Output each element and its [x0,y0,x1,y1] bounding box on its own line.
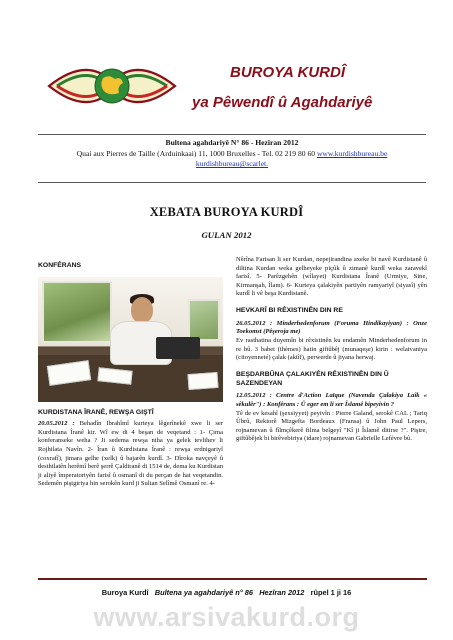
section-cooperation: HEVKARÎ BI RÊXISTINÊN DIN RE [236,306,343,314]
address-line [38,149,426,160]
paragraph-iran [38,420,223,489]
laptop [156,337,200,359]
paper-sheet [187,372,218,390]
section-participation: BEŞDARBÛNA ÇALAKIYÊN RÊXISTINÊN DIN Û SAZENDEYAN [236,370,389,387]
paragraph-continued: Nêrîna Farisan li ser Kurdan, nepejirandina axeke bi navê Kurdistanê û diltina Kurdan weka gelheyeke piçûk û zimanê kurdî weka zaravekî farisî. 5- Parêzgehên (wîlayet) Kurdistana Îranê (Urmiye, Sine, Kirmanşah, Îlam). 6- Kurteya çalakiyên partiyên ramyariyî (siyasî) yên kurdî li vê beşa Kurdistanê. [236,256,427,298]
article-subheading: GULAN 2012 [201,230,252,240]
window-left [42,281,112,343]
footer-date: Hezîran 2012 [259,588,305,597]
section-conferences: KONFÊRANS [38,262,82,269]
date-lead: 26.05.2012 : Minderhedenforum (Foruma Hindikayiyan) : Onze Toekomst (Pêşeroja me) [236,319,427,336]
address: Quai aux Pierres de Taille (Arduinkaai) 11, 1000 Bruxelles - Tel. 02 219 80 60 [76,148,316,158]
paragraph-text: Ev rasthatina duyemîn bi rêxistinên ku endamên Minderhedenforum in re bû. 3 babet (thèmes) hatin giftûbêj (munaqeşe) kirin : welatvaniya (citoyenneté) çalak (aktîf), perwerde û jiyana herwaj. [236,336,427,362]
right-column [236,256,427,444]
section-iranian-kurdistan: KURDISTANA ÎRANÊ, REWŞA GIŞTÎ [38,408,154,416]
bulletin-info-box [38,134,426,183]
conference-photo [38,277,223,402]
watermark: www.arsivakurd.org [93,602,360,632]
kurdish-bureau-logo [47,52,177,120]
date-lead: 12.05.2012 : Centre d'Action Laïque (Navenda Çalakiya Laîk « sêkulêr") : Konfêrans : Û eger em li ser Îslamê bipeyivin ? [236,392,427,408]
paragraph-text: Behadîn Ibrahîmî kurteya lêgerînekê xwe li ser Kurdistana Îranê kir. Wî ew di 4 beşan de veqetand : 1- Çima konferanseke weha ? Ji sedema rewşa niha ya gelek tevlihev li Rojhilata Navîn. 2- Îran û Kurdistana Îranê : rewşa erdnigariyî (coxrafî), jimara gelhe (xelk) û bajarên kurdî. 3- Dîroka navçeyê û desthilatên herêmî berê şerrê Çaldiranê di 1514 de, dema ku Kurdistan ji aliyê împeratoriyên farisî û osmanî di du perçan de hat veqetandin. Sedemên piştgiriya hin serokên kurd ji Sultan Selîmê Osmanî re. 4- [38,420,224,488]
article-heading: XEBATA BUROYA KURDÎ [149,205,304,219]
left-column [38,262,223,489]
page-footer [0,588,453,597]
footer-page: rûpel 1 ji 16 [310,588,352,597]
footer-org: Buroya Kurdî [101,588,149,597]
paper-sheet [97,367,132,384]
paragraph-text: Tê de ev kesahî (şexsiyyet) peyivîn : Pierre Galand, serokê CAL ; Tariq Ûbrû, Rektorê Mizgefta Bordeaux (Fransa) û John Paul Lepers, rojnamevan û fîlmçêkerê filma belgeyî "Kî ji Îslamê ditirse ?". Piştre, giftûbêjek bi birêvebiriya (idare) rojnamevan Gabrielle Lefèvre bû. [236,409,427,443]
date-lead: 20.05.2012 : [38,420,75,428]
email-link[interactable]: kurdishbureau@scarlet. [195,159,269,168]
speaker-head [131,297,153,323]
paragraph-minderhedenforum [236,320,427,363]
bureau-title: BUROYA KURDÎ [230,64,345,81]
window-right [188,299,220,341]
bureau-subtitle: ya Pêwendî û Agahdariyê [192,94,373,111]
paragraph-cal [236,392,427,444]
footer-bulletin: Bultena ya agahdariyê n° 86 [154,588,254,597]
footer-rule [38,578,427,580]
website-link[interactable]: www.kurdishbureau.be [316,148,388,158]
bulletin-number: Bultena agahdariyê N° 86 - Hezîran 2012 [165,138,299,147]
